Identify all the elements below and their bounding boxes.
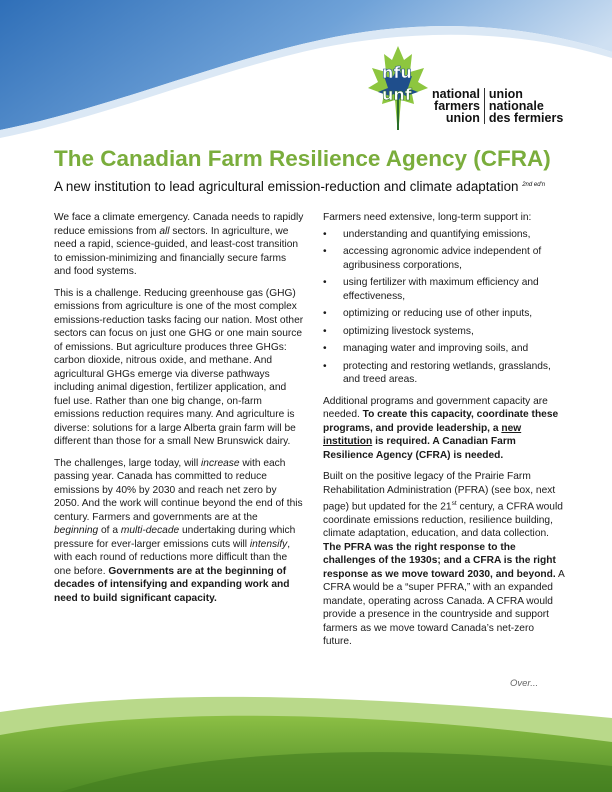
- logo-english: national farmers union: [432, 88, 485, 124]
- paragraph-challenges-increase: The challenges, large today, will increase with each passing year. Canada has committed to reduce emissions by 40% by 2030 and reach net zero by 2050. And the work will continue beyond the end of this century. Farmers and governments are at the beginning of a multi-decade undertaking during which pressure for ever-larger emissions cuts will intensify, with each round of reductions more difficult than the one before. Governments are at the beginning of decades of intensifying and expanding work and need to build significant capacity.: [54, 457, 303, 604]
- right-column: [323, 211, 565, 657]
- page-title: The Canadian Farm Resilience Agency (CFRA): [54, 146, 551, 171]
- logo-mark-top: nfu: [382, 63, 412, 82]
- list-item: • protecting and restoring wetlands, grasslands, and treed areas.: [323, 360, 551, 385]
- edition-note: 2nd ed'n: [522, 182, 546, 188]
- list-item: • managing water and improving soils, and: [323, 343, 529, 354]
- left-column: [54, 211, 304, 613]
- page-continued-note: Over...: [510, 678, 539, 689]
- list-item: • optimizing livestock systems,: [323, 325, 474, 337]
- list-item: • using fertilizer with maximum efficiency and effectiveness,: [323, 277, 539, 302]
- list-item: • optimizing or reducing use of other inputs,: [323, 308, 533, 319]
- paragraph-challenge: This is a challenge. Reducing greenhouse gas (GHG) emissions from agriculture is one of the most complex emissions-reduction tasks facing our nation. Most other sectors can focus on just one GHG or one main source of emissions. But agriculture produces three GHGs: carbon dioxide, nitrous oxide, and methane. And agricultural GHGs emerge via diverse pathways including animal digestion, fertilizer application, and fuel use. Rather than one big change, on-farm emissions reduction requires many. And agriculture is diverse: solutions for a large Alberta grain farm will be different than those for a small New Brunswick dairy.: [54, 287, 304, 447]
- page-subtitle: A new institution to lead agricultural emission-reduction and climate adaptation $^{2nd ed'n}$: [54, 179, 546, 194]
- logo-french: union nationale des fermiers: [488, 87, 564, 125]
- logo-mark-bottom: unf: [382, 85, 412, 104]
- paragraph-new-institution: Additional programs and government capacity are needed. To create this capacity, coordinate these programs, and provide leadership, a new institution is required. A Canadian Farm Resilience Agency (CFRA) is needed.: [323, 395, 559, 461]
- logo-wordmark: [432, 88, 563, 124]
- paragraph-intro: We face a climate emergency. Canada needs to rapidly reduce emissions from all sectors. In agriculture, we need a rapid, science-guided, and least-cost transition to emission-minimizing and financially secure farms and food systems.: [54, 212, 304, 277]
- support-intro: Farmers need extensive, long-term support in:: [323, 212, 532, 223]
- paragraph-pfra-legacy: Built on the positive legacy of the Prairie Farm Rehabilitation Administration (PFRA) (see box, next page) but updated for the 21st century, a CFRA would coordinate emissions reduction, resilience building, climate adaptation, education, and data collection. The PFRA was the right response to the challenges of the 1930s; and a CFRA is the right response as we move toward 2030, and beyond. A CFRA would be a “super PFRA,” with an expanded mandate, operating across Canada. A CFRA would provide a presence in the countryside and support farmers as we move toward Canada’s net-zero future.: [323, 471, 565, 648]
- list-item: • understanding and quantifying emissions,: [323, 228, 531, 240]
- list-item: • accessing agronomic advice independent of agribusiness corporations,: [323, 246, 542, 271]
- support-list: [323, 228, 565, 387]
